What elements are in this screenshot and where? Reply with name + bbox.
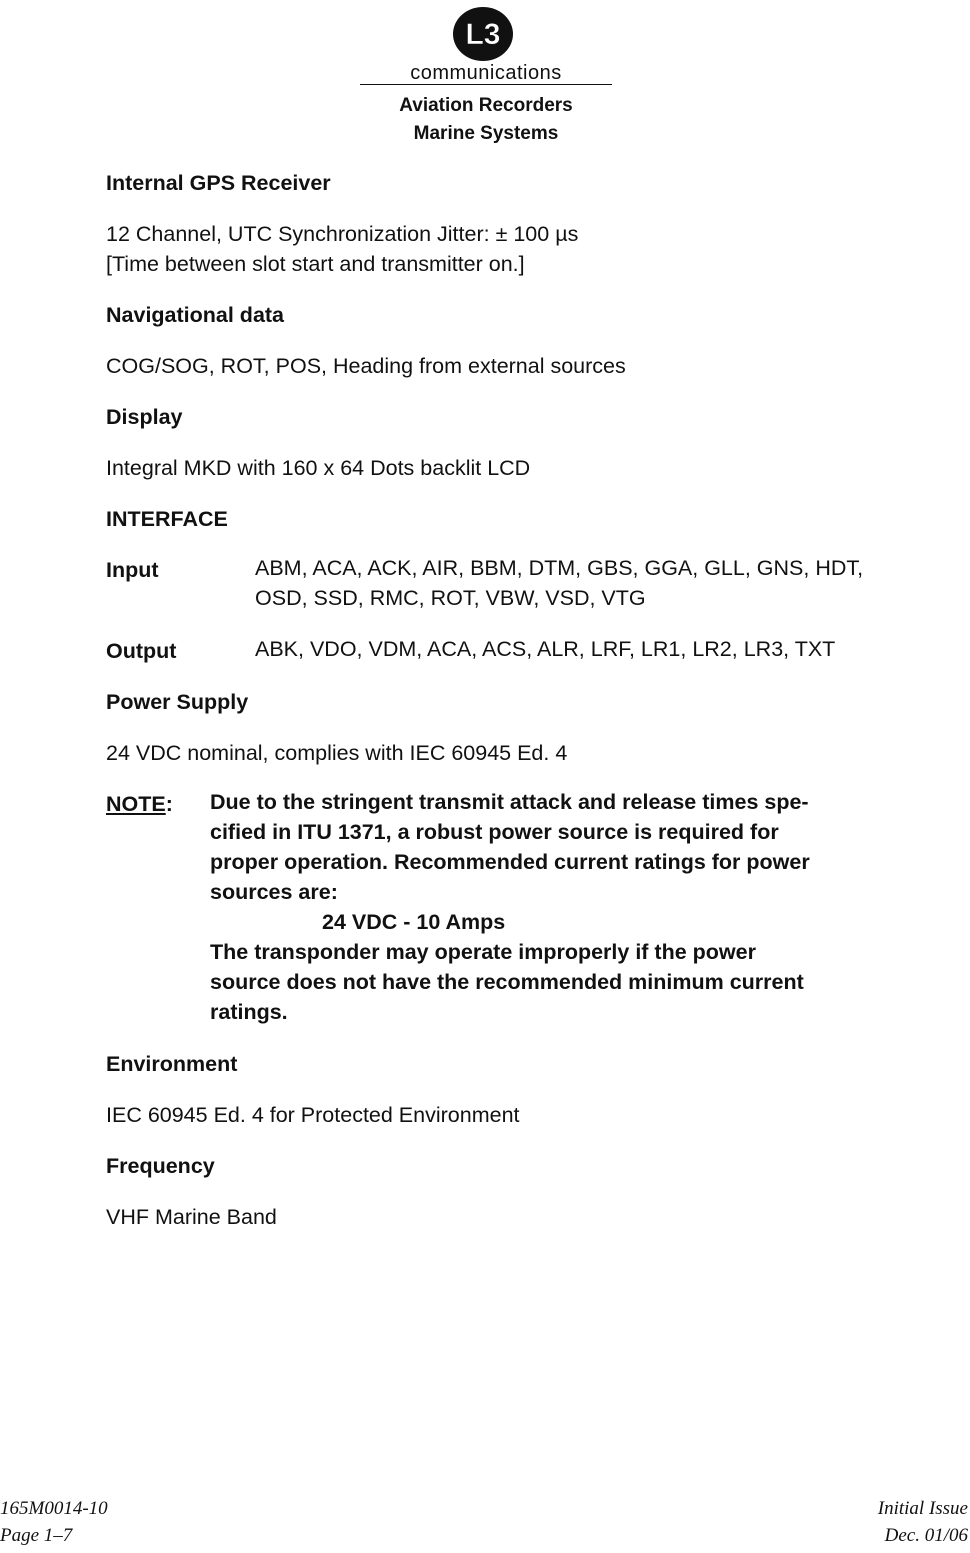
gps-note-text: [Time between slot start and transmitter on.] [106, 252, 525, 276]
note-line: cified in ITU 1371, a robust power source is required for [210, 820, 779, 844]
gps-jitter-text: 12 Channel, UTC Synchronization Jitter: ± 100 µs [106, 222, 579, 246]
gps-heading: Internal GPS Receiver [106, 171, 331, 195]
l3-logo-icon [452, 6, 514, 62]
page-number: Page 1–7 [0, 1525, 73, 1546]
note-label [106, 792, 173, 817]
footer-right [878, 1495, 968, 1549]
logo-wordmark: communications [410, 62, 562, 84]
frequency-text: VHF Marine Band [106, 1205, 277, 1229]
note-line: Due to the stringent transmit attack and release times spe- [210, 790, 809, 814]
svg-text:L3: L3 [465, 18, 501, 51]
note-body [210, 787, 810, 1027]
environment-heading: Environment [106, 1052, 238, 1076]
nav-heading: Navigational data [106, 303, 285, 327]
input-values-line: OSD, SSD, RMC, ROT, VBW, VSD, VTG [255, 586, 646, 610]
company-logo [452, 6, 514, 62]
frequency-heading: Frequency [106, 1154, 215, 1178]
interface-heading: INTERFACE [106, 507, 228, 531]
display-heading: Display [106, 405, 183, 429]
input-values [255, 553, 863, 613]
nav-text: COG/SOG, ROT, POS, Heading from external sources [106, 354, 626, 378]
note-line: proper operation. Recommended current ratings for power [210, 850, 810, 874]
footer-left [0, 1495, 108, 1549]
header-rule [360, 84, 612, 85]
header-division: Aviation Recorders [399, 95, 573, 116]
note-rating: 24 VDC - 10 Amps [322, 910, 506, 934]
issue-date: Dec. 01/06 [884, 1525, 968, 1546]
output-values: ABK, VDO, VDM, ACA, ACS, ALR, LRF, LR1, LR2, LR3, TXT [255, 637, 836, 661]
environment-text: IEC 60945 Ed. 4 for Protected Environment [106, 1103, 520, 1127]
header-subdivision: Marine Systems [413, 123, 559, 144]
note-line: source does not have the recommended minimum current [210, 970, 804, 994]
power-heading: Power Supply [106, 690, 249, 714]
note-line: The transponder may operate improperly if the power [210, 940, 756, 964]
note-label-colon: : [165, 792, 173, 816]
doc-number: 165M0014-10 [0, 1498, 108, 1519]
note-line: sources are: [210, 880, 338, 904]
display-text: Integral MKD with 160 x 64 Dots backlit LCD [106, 456, 531, 480]
note-label-word: NOTE [106, 792, 166, 816]
output-label: Output [106, 639, 177, 663]
note-line: ratings. [210, 1000, 288, 1024]
input-values-line: ABM, ACA, ACK, AIR, BBM, DTM, GBS, GGA, GLL, GNS, HDT, [255, 556, 864, 580]
power-text: 24 VDC nominal, complies with IEC 60945 Ed. 4 [106, 741, 568, 765]
input-label: Input [106, 558, 159, 582]
issue-label: Initial Issue [877, 1498, 968, 1519]
